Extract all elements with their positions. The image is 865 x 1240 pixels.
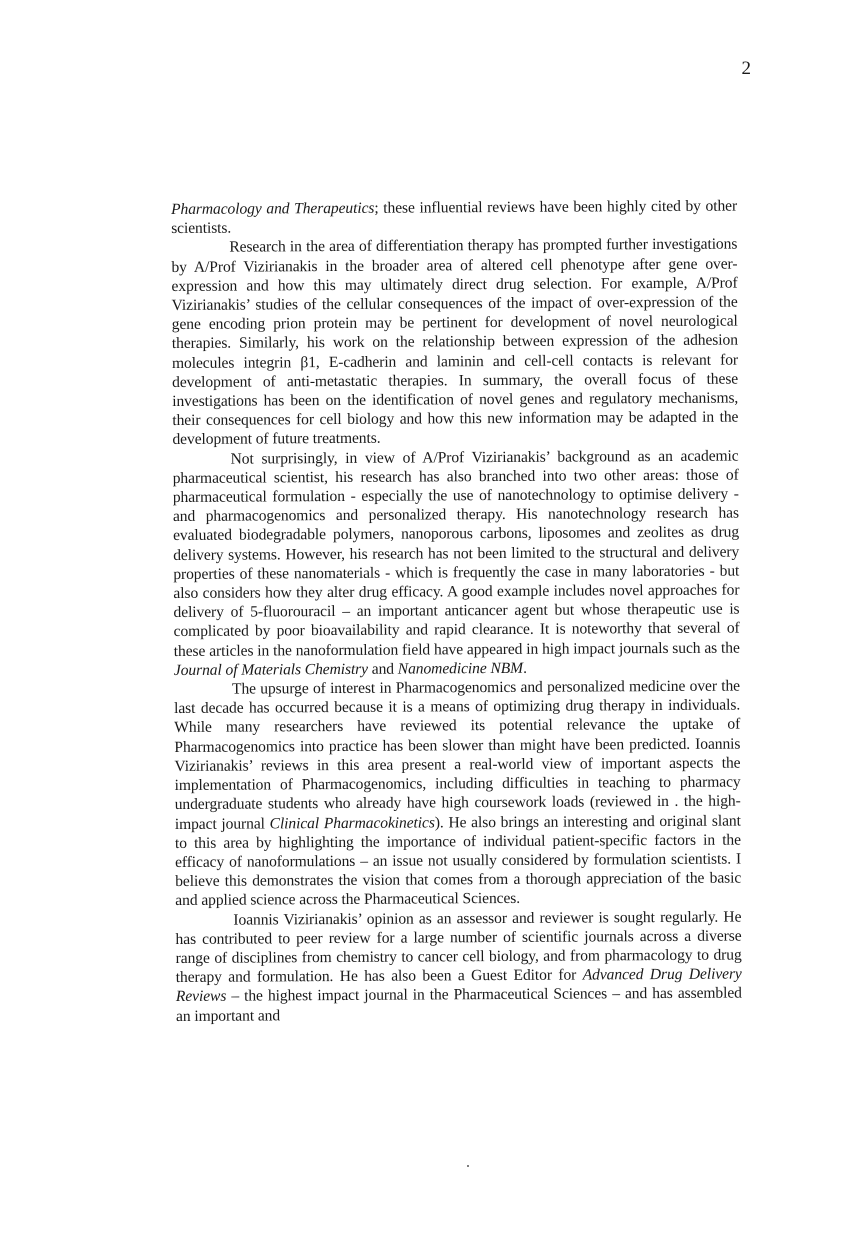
scan-speck: [467, 1165, 469, 1167]
paragraph-2: [171, 235, 738, 450]
text-run: The upsurge of interest in Pharmacogenomics and personalized medicine over the last decade has occurred because it is a means of optimizing drug therapy in individuals. While many researchers have reviewed its potential relevance the uptake of Pharmacogenomics into practice has been slower than might have been predicted. Ioannis Vizirianakis’ reviews in this area present a real-world view of important aspects the implementation of Pharmacogenomics, including difficulties in teaching to pharmacy undergraduate students who already have high coursework loads (reviewed in . the high-impact journal: [174, 677, 741, 833]
journal-title: Journal of Materials Chemistry: [173, 660, 368, 679]
paragraph-5: [175, 907, 742, 1026]
text-run: .: [523, 659, 527, 677]
journal-title: Nanomedicine NBM: [397, 659, 524, 678]
paragraph-3: [173, 446, 740, 680]
paragraph-1: [171, 197, 737, 239]
text-run: Ioannis Vizirianakis’ opinion as an assessor and reviewer is sought regularly. He has contributed to peer review for a large number of scientific journals across a diverse range of disciplines from chemistry to cancer cell biology, and from pharmacology to drug therapy and formulation. He has also been a Guest Editor for: [175, 908, 742, 987]
text-run: ; these influential reviews have been highly cited by other scientists.: [171, 197, 738, 238]
text-run: ). He also brings an interesting and original slant to this area by highlighting the importance of individual patient-specific factors in the efficacy of nanoformulations – an issue not usually considered by formulation scientists. I believe this demonstrates the vision that comes from a thorough appreciation of the basic and applied science across the Pharmaceutical Sciences.: [174, 812, 742, 910]
journal-title: Advanced Drug Delivery Reviews: [175, 965, 742, 1006]
text-run: – the highest impact journal in the Pharmaceutical Sciences – and has assembled an important and: [175, 984, 742, 1025]
text-run: Research in the area of differentiation therapy has prompted further investigations by A/Prof Vizirianakis in the broader area of altered cell phenotype after gene over-expression and how this may ultimately direct drug selection. For example, A/Prof Vizirianakis’ studies of the cellular consequences of the impact of over-expression of the gene encoding prion protein may be pertinent for development of novel neurological therapies. Similarly, his work on the relationship between expression of the adhesion molecules integrin β1, E-cadherin and laminin and cell-cell contacts is relevant for development of anti-metastatic therapies. In summary, the overall focus of these investigations has been on the identification of novel genes and regulatory mechanisms, their consequences for cell biology and how this new information may be adapted in the development of future treatments.: [171, 235, 739, 449]
paragraph-4: [174, 677, 741, 911]
text-run: and: [367, 660, 398, 678]
journal-title: Pharmacology and Therapeutics: [171, 199, 375, 218]
text-run: Not surprisingly, in view of A/Prof Vizirianakis’ background as an academic pharmaceutical scientist, his research has also branched into two other areas: those of pharmaceutical formulation - especially the use of nanotechnology to optimise delivery - and pharmacogenomics and personalized therapy. His nanotechnology research has evaluated biodegradable polymers, nanoporous carbons, liposomes and zeolites as drug delivery systems. However, his research has not been limited to the structural and delivery properties of these nanomaterials - which is frequently the case in many laboratories - but also considers how they alter drug efficacy. A good example includes novel approaches for delivery of 5-fluorouracil – an important anticancer agent but whose therapeutic use is complicated by poor bioavailability and rapid clearance. It is noteworthy that several of these articles in the nanoformulation field have appeared in high impact journals such as the: [172, 447, 740, 660]
page-number: 2: [741, 58, 751, 79]
journal-title: Clinical Pharmacokinetics: [269, 813, 435, 832]
letter-body: [171, 197, 742, 1026]
